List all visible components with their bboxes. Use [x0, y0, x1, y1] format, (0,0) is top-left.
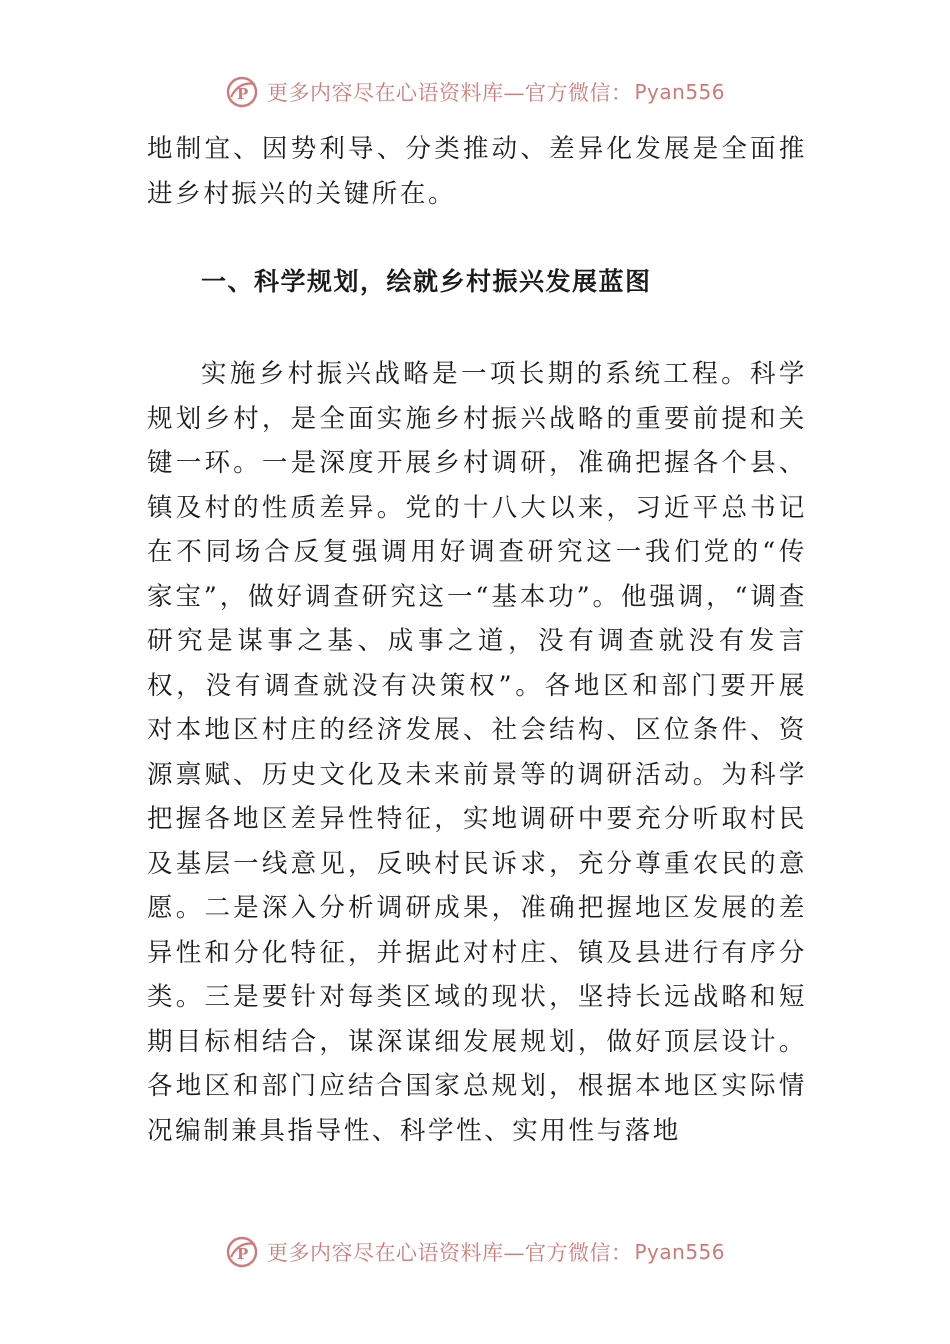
section-heading: 一、科学规划，绘就乡村振兴发展蓝图 — [201, 267, 652, 296]
watermark-text: 更多内容尽在心语资料库—官方微信： — [266, 81, 633, 105]
brand-logo-icon — [225, 75, 259, 109]
header-watermark — [0, 72, 950, 112]
svg-text:P: P — [236, 1245, 249, 1263]
paragraph-1: 地制宜、因势利导、分类推动、差异化发展是全面推进乡村振兴的关键所在。 — [147, 134, 807, 209]
watermark-text: 更多内容尽在心语资料库—官方微信： — [266, 1241, 633, 1265]
svg-text:P: P — [236, 85, 249, 103]
document-body — [147, 127, 807, 1153]
paragraph-2: 实施乡村振兴战略是一项长期的系统工程。科学规划乡村，是全面实施乡村振兴战略的重要前提和关键一环。一是深度开展乡村调研，准确把握各个县、镇及村的性质差异。党的十八大以来，习近平总书记在不同场合反复强调用好调查研究这一我们党的“传家宝”，做好调查研究这一“基本功”。他强调，“调查研究是谋事之基、成事之道，没有调查就没有发言权，没有调查就没有决策权”。各地区和部门要开展对本地区村庄的经济发展、社会结构、区位条件、资源禀赋、历史文化及未来前景等的调研活动。为科学把握各地区差异性特征，实地调研中要充分听取村民及基层一线意见，反映村民诉求，充分尊重农民的意愿。二是深入分析调研成果，准确把握地区发展的差异性和分化特征，并据此对村庄、镇及县进行有序分类。三是要针对每类区域的现状，坚持长远战略和短期目标相结合，谋深谋细发展规划，做好顶层设计。各地区和部门应结合国家总规划，根据本地区实际情况编制兼具指导性、科学性、实用性与落地 — [147, 359, 807, 1146]
footer-watermark — [0, 1232, 950, 1272]
watermark-wechat-id: Pyan556 — [634, 80, 725, 104]
brand-logo-icon — [225, 1235, 259, 1269]
watermark-wechat-id: Pyan556 — [634, 1240, 725, 1264]
